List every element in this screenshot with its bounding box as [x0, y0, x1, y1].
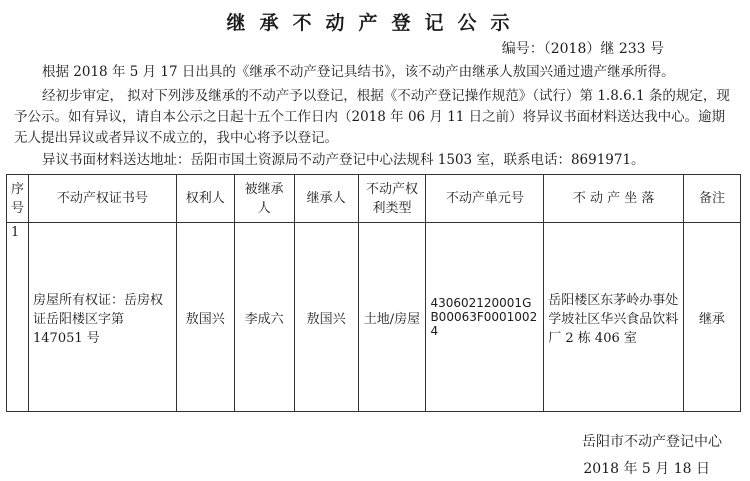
- header-index: 序号: [7, 175, 29, 223]
- header-cert: 不动产权证书号: [29, 175, 177, 223]
- table-header-row: [7, 175, 741, 223]
- header-location: 不 动 产 坐 落: [544, 175, 684, 223]
- paragraph-address: 异议书面材料送达地址：岳阳市国土资源局不动产登记中心法规科 1503 室，联系电话：8691971。: [42, 152, 645, 168]
- header-note: 备注: [684, 175, 741, 223]
- header-heir: 继承人: [294, 175, 358, 223]
- header-owner: 权利人: [176, 175, 234, 223]
- header-right-type: 不动产权利类型: [358, 175, 426, 223]
- issue-date: 2018 年 5 月 18 日: [583, 461, 710, 477]
- paragraph-review: 经初步审定， 拟对下列涉及继承的不动产予以登记，根据《不动产登记操作规范》（试行）第 1.8.6.1 条的规定，现予公示。如有异议，请自本公示之日起十五个工作日内（2018 年 06 月 11 日之前）将异议书面材料送达我中心。逾期无人提出异议或者异议不成立的，我中心将予以登记。: [14, 88, 730, 146]
- cell-unit-no: 430602120001GB00063F00010024: [426, 223, 544, 412]
- notice-number: 编号：（2018）继 233 号: [501, 41, 664, 57]
- cell-cert: 房屋所有权证：岳房权证岳阳楼区字第 147051 号: [29, 223, 177, 412]
- cell-decedent: 李成六: [234, 223, 294, 412]
- cell-note: 继承: [684, 223, 741, 412]
- table-row: [7, 223, 741, 412]
- cell-index: 1: [7, 223, 29, 412]
- notice-title: 继承不动产登记公示: [226, 12, 524, 34]
- header-unit-no: 不动产单元号: [426, 175, 544, 223]
- issuing-organization: 岳阳市不动产登记中心: [582, 434, 722, 450]
- paragraph-basis: 根据 2018 年 5 月 17 日出具的《继承不动产登记具结书》，该不动产由继承人敖国兴通过遗产继承所得。: [42, 64, 675, 80]
- cell-right-type: 土地/房屋: [358, 223, 426, 412]
- header-decedent: 被继承人: [234, 175, 294, 223]
- cell-owner: 敖国兴: [176, 223, 234, 412]
- registration-table: [6, 174, 741, 412]
- cell-heir: 敖国兴: [294, 223, 358, 412]
- cell-location: 岳阳楼区东茅岭办事处学坡社区华兴食品饮料厂 2 栋 406 室: [544, 223, 684, 412]
